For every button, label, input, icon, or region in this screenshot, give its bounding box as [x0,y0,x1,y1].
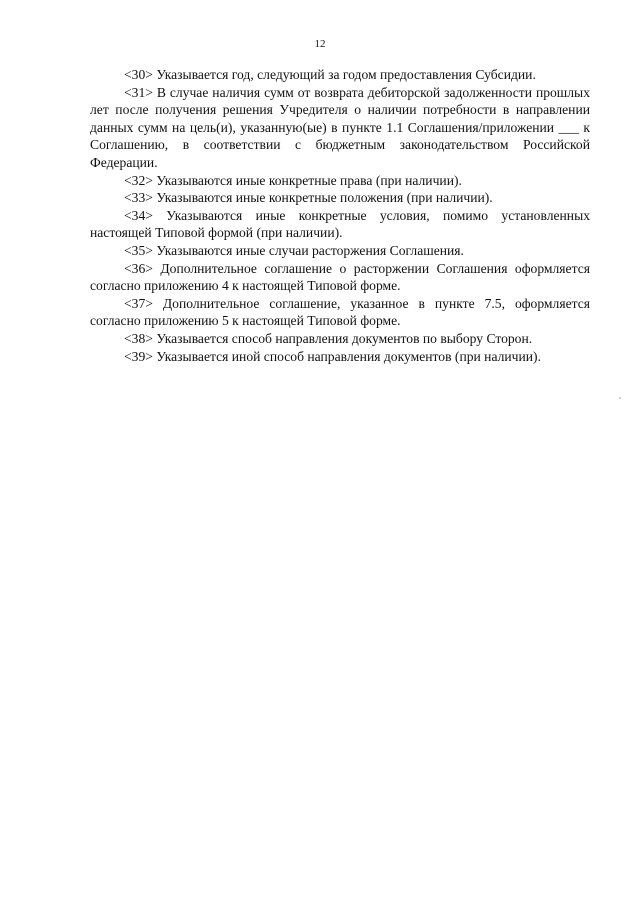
footnote-37: <37> Дополнительное соглашение, указанное в пункте 7.5, оформляется согласно приложению 5 к настоящей Типовой форме. [90,295,590,329]
footnote-38: <38> Указывается способ направления документов по выбору Сторон. [124,330,533,346]
footnote-36: <36> Дополнительное соглашение о расторжении Соглашения оформляется согласно приложению 4 к настоящей Типовой форме. [90,260,590,294]
footnote-32: <32> Указываются иные конкретные права (при наличии). [124,172,462,188]
footnote-39: <39> Указывается иной способ направления документов (при наличии). [124,348,541,364]
footnote-31: <31> В случае наличия сумм от возврата дебиторской задолженности прошлых лет после получения решения Учредителя о наличии потребности в направлении данных сумм на цель(и), указанную(ые) в пункте 1.1 Соглашения/приложении ___ к Соглашению, в соответствии с бюджетным законодательством Российской Федерации. [90,84,590,170]
scan-speck [619,397,621,399]
footnote-35: <35> Указываются иные случаи расторжения Соглашения. [124,242,464,258]
footnote-30: <30> Указывается год, следующий за годом предоставления Субсидии. [124,67,536,82]
footnotes-list [90,66,590,365]
footnote-34: <34> Указываются иные конкретные условия, помимо установленных настоящей Типовой формой (при наличии). [90,207,590,241]
footnote-33: <33> Указываются иные конкретные положения (при наличии). [124,190,493,206]
page-number: 12 [314,38,326,50]
